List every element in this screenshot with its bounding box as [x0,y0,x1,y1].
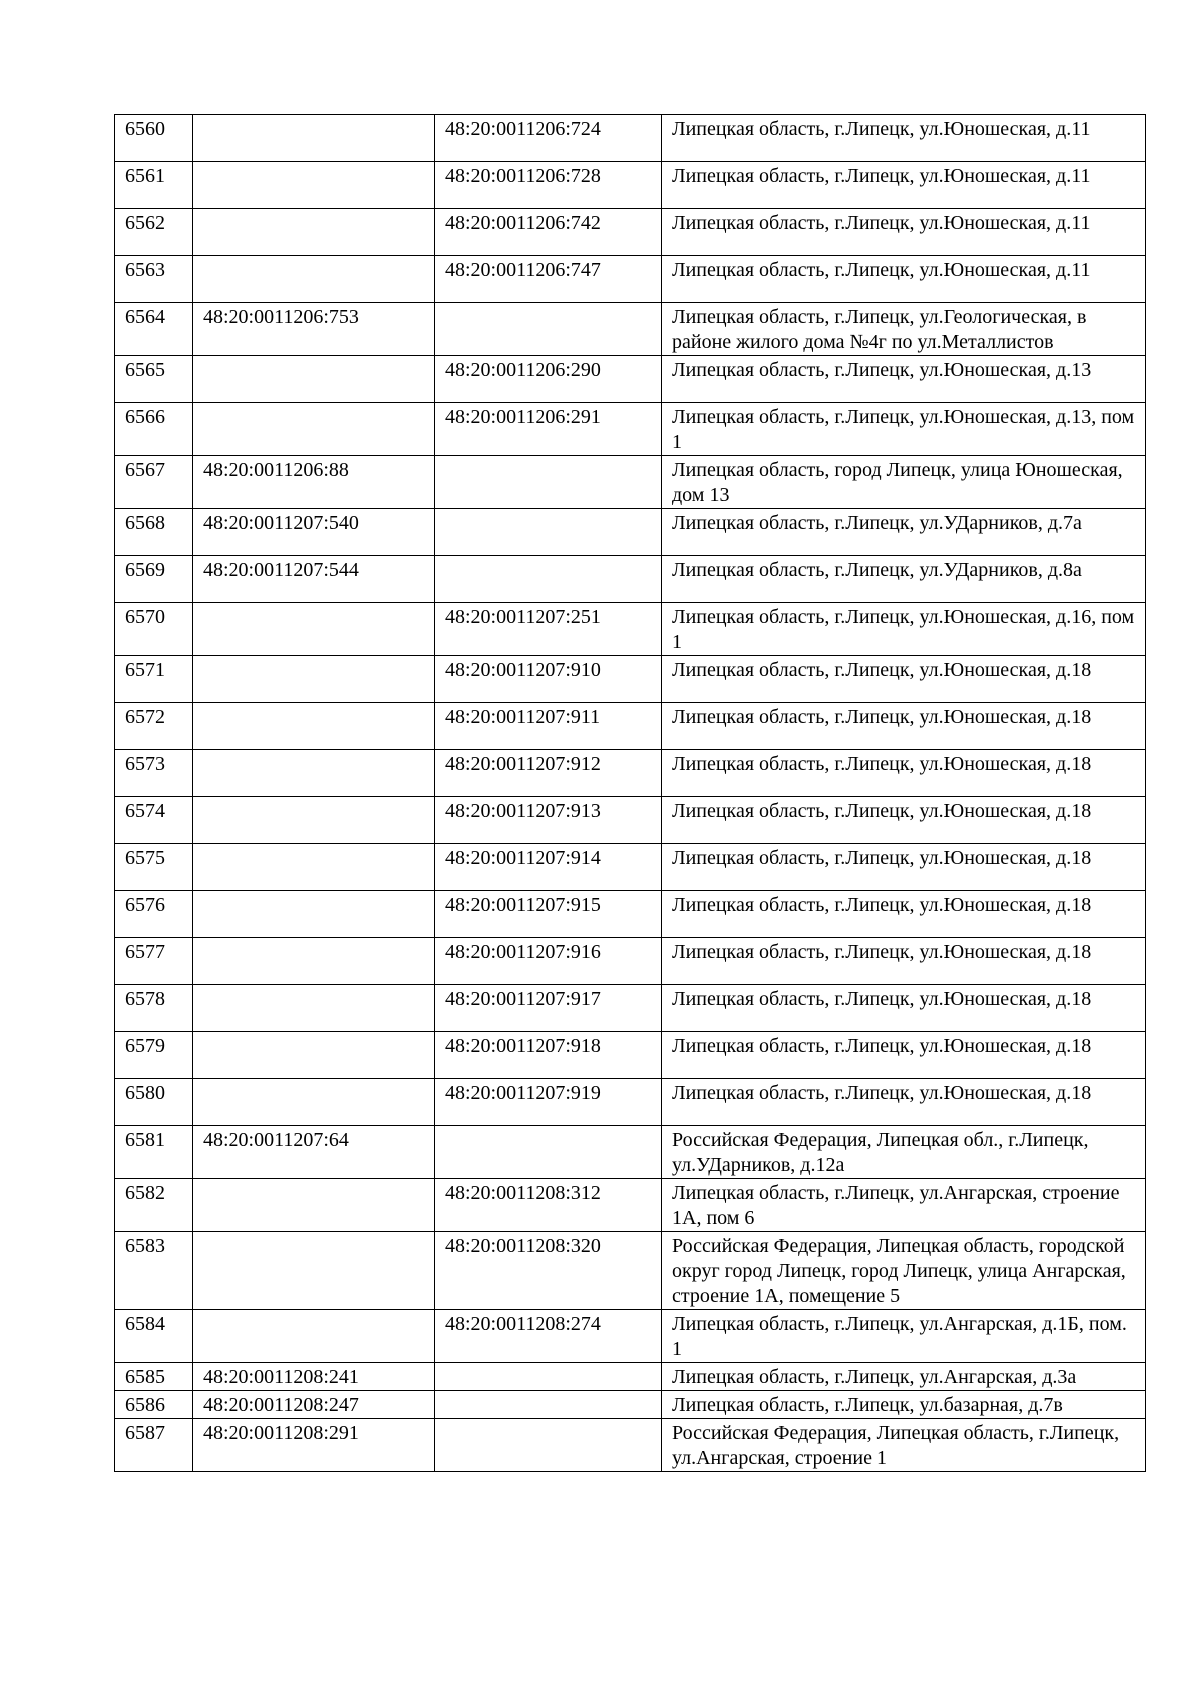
land-cadastral-number [193,256,435,303]
row-number: 6580 [115,1079,193,1126]
address: Липецкая область, г.Липецк, ул.Юношеская, д.18 [662,985,1146,1032]
row-number: 6566 [115,403,193,456]
row-number: 6560 [115,115,193,162]
row-number: 6576 [115,891,193,938]
table-row [115,1032,1146,1079]
building-cadastral-number: 48:20:0011207:916 [435,938,662,985]
cadastral-table-body [115,115,1146,1472]
row-number: 6575 [115,844,193,891]
land-cadastral-number [193,162,435,209]
land-cadastral-number [193,1079,435,1126]
building-cadastral-number [435,456,662,509]
building-cadastral-number: 48:20:0011207:915 [435,891,662,938]
land-cadastral-number [193,115,435,162]
table-row [115,1179,1146,1232]
table-row [115,556,1146,603]
row-number: 6586 [115,1391,193,1419]
building-cadastral-number [435,1126,662,1179]
building-cadastral-number: 48:20:0011207:911 [435,703,662,750]
building-cadastral-number: 48:20:0011207:914 [435,844,662,891]
table-row [115,656,1146,703]
building-cadastral-number [435,303,662,356]
row-number: 6574 [115,797,193,844]
address: Липецкая область, г.Липецк, ул.базарная, д.7в [662,1391,1146,1419]
row-number: 6562 [115,209,193,256]
building-cadastral-number [435,1419,662,1472]
address: Липецкая область, г.Липецк, ул.Юношеская, д.11 [662,256,1146,303]
building-cadastral-number: 48:20:0011207:913 [435,797,662,844]
table-row [115,303,1146,356]
table-row [115,1363,1146,1391]
building-cadastral-number: 48:20:0011208:274 [435,1310,662,1363]
building-cadastral-number: 48:20:0011208:312 [435,1179,662,1232]
building-cadastral-number: 48:20:0011206:742 [435,209,662,256]
address: Липецкая область, г.Липецк, ул.Юношеская, д.13, пом 1 [662,403,1146,456]
address: Липецкая область, г.Липецк, ул.УДарников, д.7а [662,509,1146,556]
building-cadastral-number [435,1391,662,1419]
address: Липецкая область, г.Липецк, ул.Юношеская, д.18 [662,1079,1146,1126]
address: Липецкая область, г.Липецк, ул.Юношеская, д.18 [662,938,1146,985]
table-row [115,456,1146,509]
address: Липецкая область, г.Липецк, ул.Юношеская, д.18 [662,797,1146,844]
address: Липецкая область, г.Липецк, ул.Ангарская, строение 1А, пом 6 [662,1179,1146,1232]
table-row [115,162,1146,209]
address: Липецкая область, г.Липецк, ул.Геологическая, в районе жилого дома №4г по ул.Металлистов [662,303,1146,356]
land-cadastral-number: 48:20:0011208:247 [193,1391,435,1419]
address: Липецкая область, г.Липецк, ул.Ангарская, д.1Б, пом. 1 [662,1310,1146,1363]
building-cadastral-number: 48:20:0011206:724 [435,115,662,162]
building-cadastral-number [435,556,662,603]
address: Российская Федерация, Липецкая область, г.Липецк, ул.Ангарская, строение 1 [662,1419,1146,1472]
land-cadastral-number: 48:20:0011206:753 [193,303,435,356]
table-row [115,256,1146,303]
land-cadastral-number: 48:20:0011207:544 [193,556,435,603]
address: Липецкая область, г.Липецк, ул.Юношеская, д.11 [662,209,1146,256]
row-number: 6573 [115,750,193,797]
row-number: 6563 [115,256,193,303]
row-number: 6577 [115,938,193,985]
row-number: 6570 [115,603,193,656]
land-cadastral-number: 48:20:0011208:291 [193,1419,435,1472]
building-cadastral-number: 48:20:0011207:912 [435,750,662,797]
land-cadastral-number [193,797,435,844]
building-cadastral-number: 48:20:0011208:320 [435,1232,662,1310]
table-row [115,356,1146,403]
table-row [115,985,1146,1032]
building-cadastral-number [435,509,662,556]
land-cadastral-number: 48:20:0011207:64 [193,1126,435,1179]
row-number: 6571 [115,656,193,703]
land-cadastral-number [193,703,435,750]
address: Липецкая область, г.Липецк, ул.Юношеская, д.18 [662,656,1146,703]
address: Липецкая область, г.Липецк, ул.Юношеская, д.11 [662,115,1146,162]
row-number: 6561 [115,162,193,209]
land-cadastral-number [193,403,435,456]
land-cadastral-number [193,1179,435,1232]
address: Липецкая область, г.Липецк, ул.Юношеская, д.13 [662,356,1146,403]
table-row [115,603,1146,656]
table-row [115,209,1146,256]
table-row [115,797,1146,844]
land-cadastral-number [193,844,435,891]
building-cadastral-number: 48:20:0011206:728 [435,162,662,209]
row-number: 6572 [115,703,193,750]
building-cadastral-number: 48:20:0011206:291 [435,403,662,456]
building-cadastral-number [435,1363,662,1391]
address: Липецкая область, г.Липецк, ул.Юношеская, д.18 [662,1032,1146,1079]
building-cadastral-number: 48:20:0011206:290 [435,356,662,403]
row-number: 6579 [115,1032,193,1079]
table-row [115,1079,1146,1126]
table-row [115,403,1146,456]
table-row [115,509,1146,556]
row-number: 6565 [115,356,193,403]
land-cadastral-number [193,603,435,656]
address: Российская Федерация, Липецкая область, городской округ город Липецк, город Липецк, улица Ангарская, строение 1А, помещение 5 [662,1232,1146,1310]
table-row [115,1310,1146,1363]
row-number: 6582 [115,1179,193,1232]
row-number: 6564 [115,303,193,356]
address: Липецкая область, г.Липецк, ул.Юношеская, д.18 [662,703,1146,750]
table-row [115,750,1146,797]
address: Липецкая область, г.Липецк, ул.Юношеская, д.18 [662,891,1146,938]
land-cadastral-number [193,1232,435,1310]
table-row [115,891,1146,938]
land-cadastral-number: 48:20:0011207:540 [193,509,435,556]
building-cadastral-number: 48:20:0011207:910 [435,656,662,703]
address: Липецкая область, город Липецк, улица Юношеская, дом 13 [662,456,1146,509]
table-row [115,1419,1146,1472]
table-row [115,115,1146,162]
land-cadastral-number [193,891,435,938]
building-cadastral-number: 48:20:0011207:251 [435,603,662,656]
table-row [115,1126,1146,1179]
address: Липецкая область, г.Липецк, ул.УДарников, д.8а [662,556,1146,603]
building-cadastral-number: 48:20:0011206:747 [435,256,662,303]
table-row [115,1391,1146,1419]
row-number: 6584 [115,1310,193,1363]
building-cadastral-number: 48:20:0011207:918 [435,1032,662,1079]
land-cadastral-number [193,356,435,403]
row-number: 6585 [115,1363,193,1391]
table-row [115,938,1146,985]
row-number: 6587 [115,1419,193,1472]
row-number: 6581 [115,1126,193,1179]
land-cadastral-number: 48:20:0011208:241 [193,1363,435,1391]
land-cadastral-number [193,1310,435,1363]
row-number: 6568 [115,509,193,556]
row-number: 6583 [115,1232,193,1310]
address: Липецкая область, г.Липецк, ул.Юношеская, д.18 [662,844,1146,891]
building-cadastral-number: 48:20:0011207:919 [435,1079,662,1126]
building-cadastral-number: 48:20:0011207:917 [435,985,662,1032]
address: Липецкая область, г.Липецк, ул.Ангарская, д.3а [662,1363,1146,1391]
land-cadastral-number [193,209,435,256]
land-cadastral-number [193,938,435,985]
land-cadastral-number [193,656,435,703]
cadastral-table [114,114,1146,1472]
land-cadastral-number [193,750,435,797]
table-row [115,844,1146,891]
address: Российская Федерация, Липецкая обл., г.Липецк, ул.УДарников, д.12а [662,1126,1146,1179]
table-row [115,703,1146,750]
address: Липецкая область, г.Липецк, ул.Юношеская, д.16, пом 1 [662,603,1146,656]
land-cadastral-number [193,1032,435,1079]
address: Липецкая область, г.Липецк, ул.Юношеская, д.11 [662,162,1146,209]
row-number: 6569 [115,556,193,603]
address: Липецкая область, г.Липецк, ул.Юношеская, д.18 [662,750,1146,797]
table-row [115,1232,1146,1310]
row-number: 6567 [115,456,193,509]
land-cadastral-number [193,985,435,1032]
row-number: 6578 [115,985,193,1032]
land-cadastral-number: 48:20:0011206:88 [193,456,435,509]
